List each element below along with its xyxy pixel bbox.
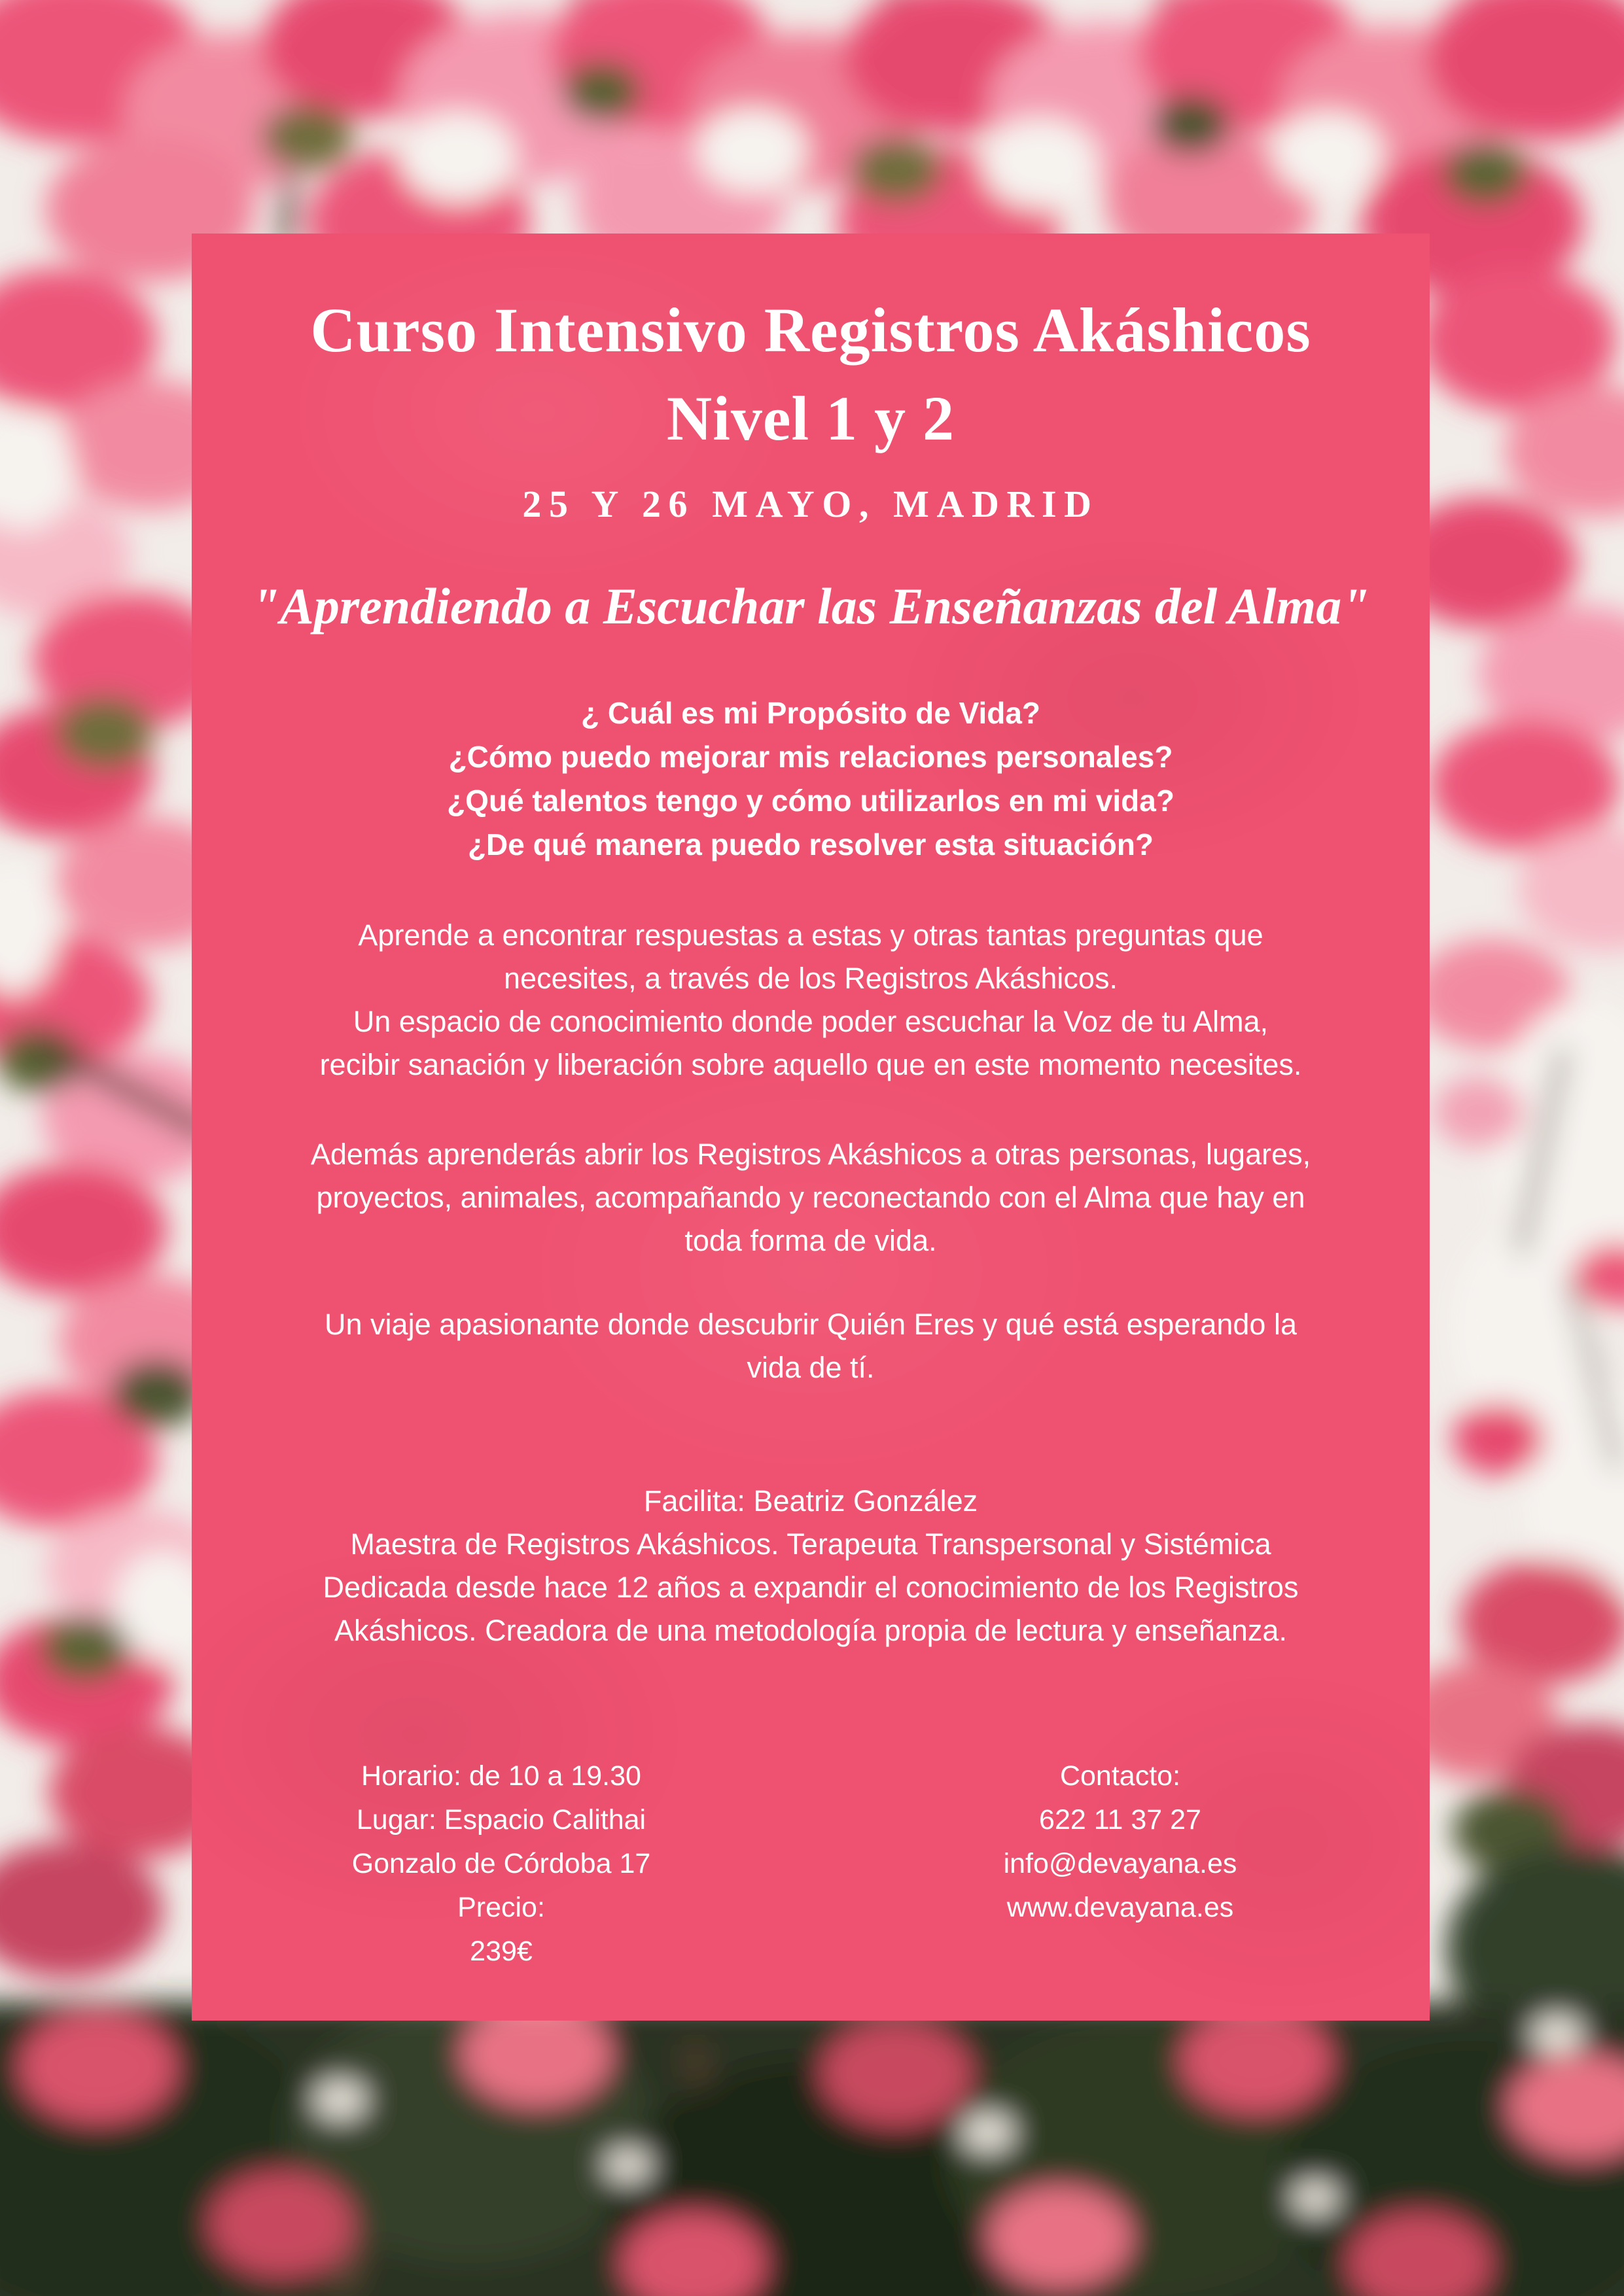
text-line: Akáshicos. Creadora de una metodología propia de lectura y enseñanza. [334,1614,1287,1647]
intro-paragraph [192,914,1430,1087]
contact-website: www.devayana.es [1006,1892,1234,1923]
questions-list [192,691,1430,867]
contact-column [811,1754,1430,1974]
venue-line: Lugar: Espacio Calithai [356,1804,646,1835]
text-line: vida de tí. [747,1351,875,1384]
price-value: 239€ [470,1936,533,1967]
course-title [192,286,1430,462]
content-panel [192,234,1430,2021]
text-line: Curso Intensivo Registros Akáshicos [310,295,1311,365]
expansion-paragraph [192,1133,1430,1262]
footer-details [192,1754,1430,1974]
text-line: Maestra de Registros Akáshicos. Terapeuta Transpersonal y Sistémica [350,1527,1271,1561]
text-line: ¿De qué manera puedo resolver esta situación? [467,827,1154,861]
text-line: Aprende a encontrar respuestas a estas y otras tantas preguntas que [358,918,1263,952]
text-line: toda forma de vida. [684,1224,937,1257]
text-line: ¿Cómo puedo mejorar mis relaciones personales? [448,740,1173,774]
text-line: Dedicada desde hace 12 años a expandir el conocimiento de los Registros [323,1571,1299,1604]
text-line: Un viaje apasionante donde descubrir Quién Eres y qué está esperando la [325,1308,1297,1341]
schedule-line: Horario: de 10 a 19.30 [361,1760,641,1792]
text-line: ¿Qué talentos tengo y cómo utilizarlos en mi vida? [447,784,1174,818]
event-details-column [192,1754,811,1974]
text-line: Facilita: Beatriz González [643,1484,978,1518]
text-line: recibir sanación y liberación sobre aquello que en este momento necesites. [319,1048,1302,1081]
address-line: Gonzalo de Córdoba 17 [351,1848,651,1879]
text-line: Un espacio de conocimiento donde poder escuchar la Voz de tu Alma, [353,1005,1269,1038]
text-line: ¿ Cuál es mi Propósito de Vida? [580,696,1041,730]
price-label: Precio: [457,1892,545,1923]
contact-label: Contacto: [1059,1760,1181,1792]
text-line: proyectos, animales, acompañando y reconectando con el Alma que hay en [316,1181,1305,1214]
contact-phone: 622 11 37 27 [1039,1804,1201,1835]
facilitator-info [192,1480,1430,1652]
date-location: 25 Y 26 MAYO, MADRID [522,483,1099,525]
text-line: Además aprenderás abrir los Registros Akáshicos a otras personas, lugares, [310,1138,1311,1171]
journey-paragraph [192,1303,1430,1389]
text-line: Nivel 1 y 2 [666,383,955,453]
course-quote: "Aprendiendo a Escuchar las Enseñanzas del Alma" [251,578,1370,635]
contact-email: info@devayana.es [1003,1848,1237,1879]
text-line: necesites, a través de los Registros Akáshicos. [504,962,1118,995]
